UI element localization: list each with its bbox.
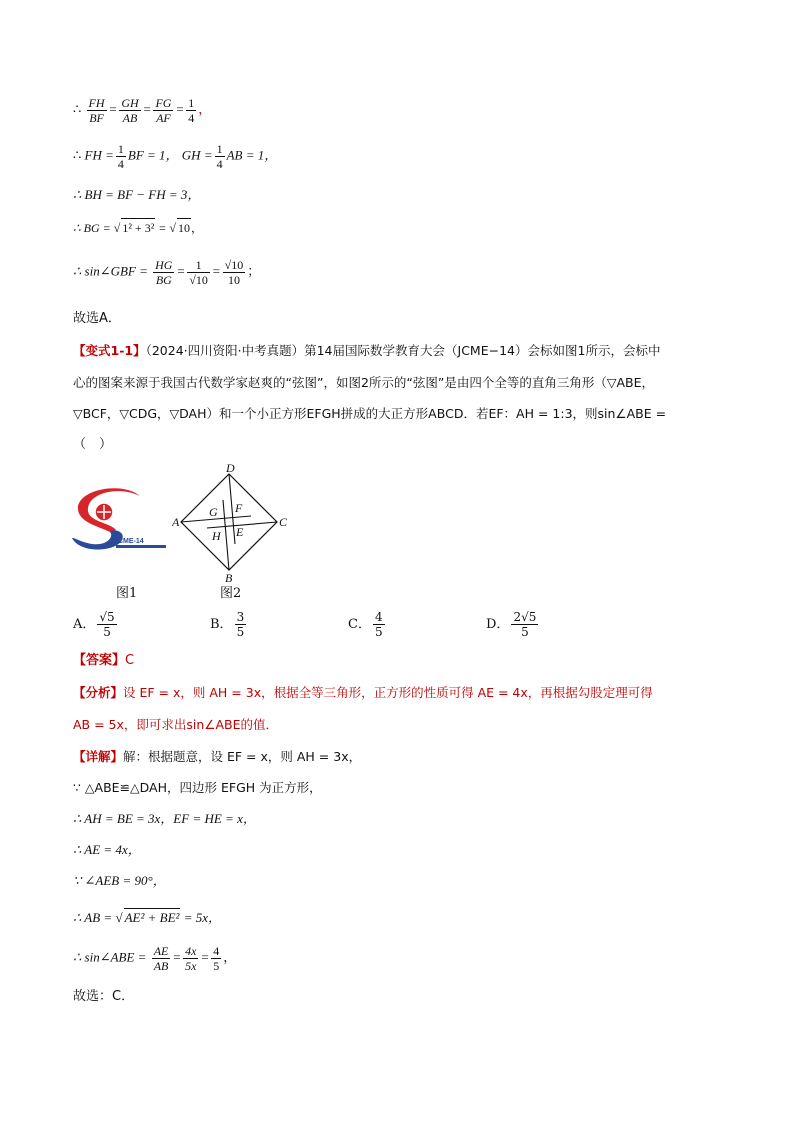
answer-line: 【答案】C (73, 653, 135, 668)
variant-line-1: 【变式1-1】（2024·四川资阳·中考真题）第14届国际数学教育大会（JCME−14）会标如图1所示，会标中 (73, 343, 661, 358)
equation-line-2: ∴ FH = $\frac{1}{4}$ BF = 1， GH = $\frac{1}{4}$ AB = 1， (73, 142, 278, 171)
logo-text: ICME-14 (116, 538, 144, 545)
icme-logo (70, 486, 170, 556)
label-G: G (209, 505, 218, 519)
analysis-line-2: AB = 5x，即可求出sin∠ABE的值． (73, 717, 279, 732)
equation-line-5: ∴ sin∠GBF = $\frac{HG}{BG}$ = $\frac{1}{√10}$ = $\frac{√10}{10}$ ； (73, 258, 261, 287)
fraction: $\frac{HG}{BG}$ (155, 258, 173, 287)
label-A: A (172, 515, 180, 529)
detail-line-1: 【详解】解：根据题意，设 EF = x，则 AH = 3x， (73, 749, 362, 764)
answer-value: C (125, 653, 135, 668)
option-d[interactable]: D． $\frac{2√5}{5}$ (486, 610, 537, 639)
detail-line-6: ∴ AB = √ AE² + BE² = 5x， (73, 910, 221, 925)
fraction: $\frac{GH}{AB}$ (121, 96, 139, 125)
choice-line: 故选A． (73, 311, 121, 326)
fraction: $\frac{√10}{10}$ (224, 258, 244, 287)
option-c[interactable]: C． $\frac{4}{5}$ (348, 610, 383, 639)
fraction: $\frac{1}{4}$ (117, 142, 124, 171)
detail-line-3: ∴ AH = BE = 3x，EF = HE = x， (73, 811, 256, 826)
figure-caption-2: 图2 (220, 586, 242, 601)
variant-tag: 【变式1-1】 (73, 343, 146, 358)
variant-line-3: ▽BCF，▽CDG，▽DAH）和一个小正方形EFGH拼成的大正方形ABCD．若EF：AH = 1:3，则sin∠ABE = (73, 406, 667, 421)
equation-line-1: ∴ $\frac{FH}{BF}$ = $\frac{GH}{AB}$ = $\frac{FG}{AF}$ = $\frac{1}{4}$ ， (73, 96, 212, 125)
equation-line-4: ∴ BG = √ 1² + 3² = √ 10， (73, 218, 203, 237)
string-diagram (172, 462, 292, 586)
detail-line-8: 故选：C． (73, 989, 135, 1004)
label-C: C (279, 515, 288, 529)
label-F: F (235, 501, 243, 515)
fraction: $\frac{FG}{AF}$ (155, 96, 172, 125)
detail-line-2: ∵ △ABE≌△DAH，四边形 EFGH 为正方形， (73, 780, 322, 795)
variant-line-2: 心的图案来源于我国古代数学家赵爽的“弦图”，如图2所示的“弦图”是由四个全等的直角三角形（▽ABE， (73, 375, 654, 390)
detail-line-5: ∵ ∠AEB = 90°， (73, 873, 166, 888)
fraction: $\frac{1}{4}$ (188, 96, 195, 125)
fraction: $\frac{4}{5}$ (213, 944, 220, 973)
variant-line-4: （ ） (73, 437, 113, 452)
label-B: B (225, 571, 233, 585)
fraction: $\frac{1}{4}$ (216, 142, 223, 171)
analysis-line-1: 【分析】设 EF = x，则 AH = 3x，根据全等三角形，正方形的性质可得 AE = 4x，再根据勾股定理可得 (73, 685, 653, 700)
label-D: D (226, 462, 235, 475)
fraction: $\frac{1}{√10}$ (189, 258, 208, 287)
detail-line-4: ∴ AE = 4x， (73, 842, 141, 857)
fraction: $\frac{AE}{AB}$ (153, 944, 169, 973)
fraction: $\frac{4x}{5x}$ (185, 944, 197, 973)
label-H: H (212, 529, 221, 543)
outer-square (181, 474, 277, 570)
option-a[interactable]: A． $\frac{√5}{5}$ (73, 610, 115, 639)
detail-line-7: ∴ sin∠ABE = $\frac{AE}{AB}$ = $\frac{4x}{5x}$ = $\frac{4}{5}$ ， (73, 944, 237, 973)
option-b[interactable]: B． $\frac{3}{5}$ (210, 610, 245, 639)
fraction: $\frac{FH}{BF}$ (88, 96, 105, 125)
figure-caption-1: 图1 (116, 586, 138, 601)
label-E: E (236, 525, 244, 539)
equation-line-3: ∴ BH = BF − FH = 3， (73, 187, 201, 202)
